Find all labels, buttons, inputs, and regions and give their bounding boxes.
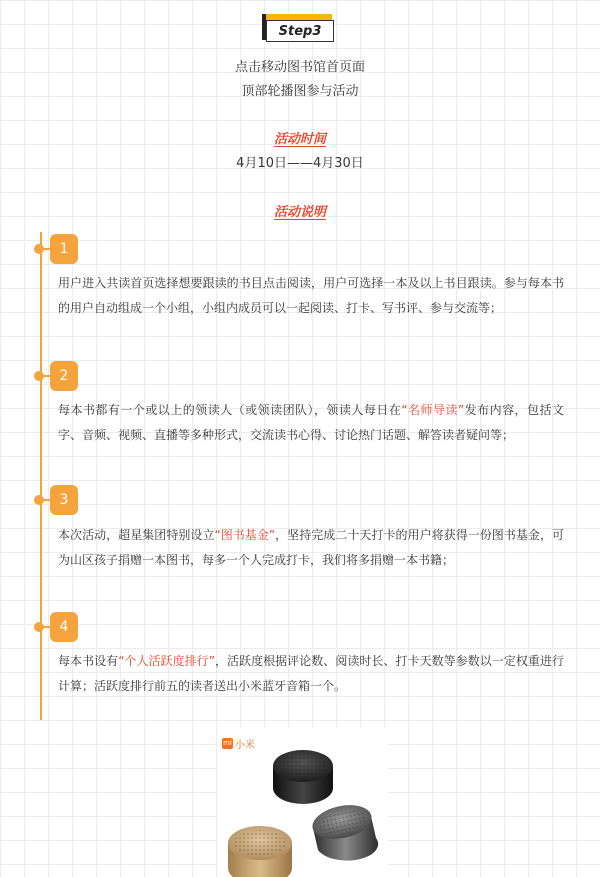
item-text-3 [58, 523, 564, 573]
item-text-4 [58, 649, 564, 699]
item-text-after: 发布内容，包括文字、音频、视频、直播等多种形式，交流读书心得、讨论热门话题、解答读者疑问等； [58, 403, 564, 442]
step-number: 1 [50, 234, 78, 264]
mi-logo-icon: mi [223, 739, 232, 747]
item-text-2 [58, 398, 564, 448]
intro-line-2: 顶部轮播图参与活动 [241, 84, 359, 99]
activity-time-value: 4月10日——4月30日 [236, 156, 364, 171]
step-number: 3 [50, 485, 78, 515]
step-label: Step3 [266, 20, 334, 42]
highlight-fund: “图书基金” [214, 528, 276, 542]
step-marker-3 [34, 485, 78, 515]
item-text-before: 本次活动，超星集团特别设立 [58, 528, 215, 542]
activity-desc-title: 活动说明 [273, 205, 326, 220]
item-text-before: 每本书设有 [58, 654, 119, 668]
step-marker-2 [34, 361, 78, 391]
step-badge [262, 14, 336, 44]
item-text-1: 用户进入共读首页选择想要跟读的书目点击阅读，用户可选择一本及以上书目跟读。参与每本书的用户自动组成一个小组，小组内成员可以一起阅读、打卡、写书评、参与交流等； [58, 276, 564, 315]
step-marker-1 [34, 234, 78, 264]
step-marker-4 [34, 612, 78, 642]
highlight-mingshi: “名师导读” [401, 403, 465, 417]
highlight-ranking: “个人活跃度排行” [118, 654, 215, 668]
step-number: 4 [50, 612, 78, 642]
timeline-line [40, 232, 42, 720]
activity-time-title: 活动时间 [273, 132, 326, 147]
brand-name: 小米 [235, 740, 255, 751]
speakers-illustration [218, 728, 388, 877]
item-text-before: 每本书都有一个或以上的领读人（或领读团队），领读人每日在 [58, 403, 402, 417]
item-text-after: ，活跃度根据评论数、阅读时长、打卡天数等参数以一定权重进行计算；活跃度排行前五的读者送出小米蓝牙音箱一个。 [58, 654, 564, 693]
step-number: 2 [50, 361, 78, 391]
intro-line-1: 点击移动图书馆首页面 [234, 60, 365, 75]
speaker-product-image [218, 728, 388, 877]
item-text-after: ，坚持完成二十天打卡的用户将获得一份图书基金，可为山区孩子捐赠一本图书，每多一个人完成打卡，我们将多捐赠一本书籍； [58, 528, 564, 567]
